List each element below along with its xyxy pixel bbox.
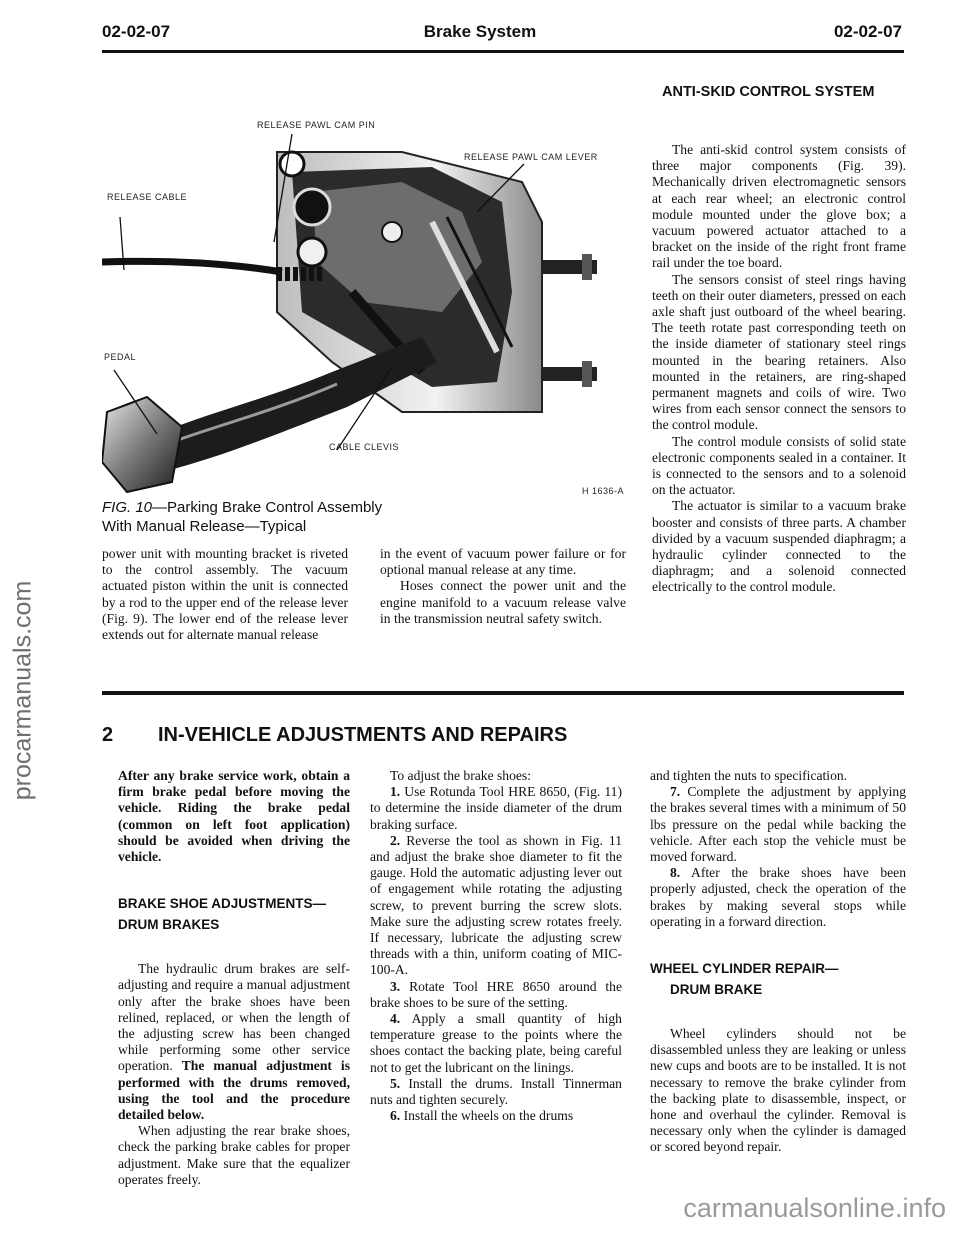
figure-code: H 1636-A [582, 486, 625, 496]
footer-watermark: carmanualsonline.info [683, 1193, 946, 1223]
paragraph: The anti-skid control system consists of three major components (Fig. 39). Mechanically driven electromagnetic sensors at each rear wheel; an electronic control module mounted under the glove box; a vacuum powered actuator attached to a bracket on the inside of the right front frame rail under the toe board. [652, 142, 906, 271]
step-8: 8. After the brake shoes have been properly adjusted, check the operation of the brakes by making several stops while operating in a forward direction. [650, 865, 906, 929]
step-6: 6. Install the wheels on the drums [390, 1108, 574, 1124]
paragraph: in the event of vacuum power failure or for optional manual release at any time. [380, 546, 626, 578]
label-release-cable: RELEASE CABLE [107, 192, 188, 202]
step-1: 1. Use Rotunda Tool HRE 8650, (Fig. 11) to determine the inside diameter of the drum braking surface. [370, 784, 622, 832]
parking-brake-illustration [102, 112, 642, 497]
subheading-brake-shoe-adjustments: BRAKE SHOE ADJUSTMENTS— DRUM BRAKES [118, 896, 327, 933]
step-3: 3. Rotate Tool HRE 8650 around the brake shoes to be sure of the setting. [370, 978, 623, 1010]
paragraph: power unit with mounting bracket is riveted to the control assembly. The vacuum actuated piston within the unit is connected by a rod to the upper end of the release lever (Fig. 9). The lower end of the release lever extends out for alternate manual release [102, 546, 348, 643]
figure-10 [102, 112, 642, 497]
section-number: 2 [102, 724, 114, 746]
step-7: 7. Complete the adjustment by applying the brakes several times with a minimum of 50 lbs pressure on the pedal while backing the vehicle. After each stop the vehicle must be moved forward. [650, 784, 906, 865]
section-title: IN-VEHICLE ADJUSTMENTS AND REPAIRS [158, 724, 568, 746]
label-pedal: PEDAL [104, 352, 137, 362]
figure-caption: FIG. 10—Parking Brake Control Assembly With Manual Release—Typical [102, 499, 383, 535]
text-column-2 [370, 768, 622, 1124]
paragraph: The control module consists of solid state electronic components sealed in a container. It is connected to the sensors and to a solenoid on the actuator. [652, 433, 906, 498]
subheading-wheel-cylinder-repair: WHEEL CYLINDER REPAIR— DRUM BRAKE [650, 961, 839, 998]
anti-skid-text [652, 142, 906, 596]
label-release-pawl-cam-lever: RELEASE PAWL CAM LEVER [464, 152, 598, 162]
header-page-number-left: 02-02-07 [102, 22, 171, 41]
paragraph: The actuator is similar to a vacuum brake booster and consists of three parts. A chamber divided by a vacuum suspended diaphragm; a hydraulic cylinder connected to the diaphragm; and a solenoid connected electrically to the control module. [652, 498, 906, 595]
step-2: 2. Reverse the tool as shown in Fig. 11 and adjust the brake shoe diameter to fit the gauge. Hold the automatic adjusting lever out of engagement while rotating the adjusting screw, to prevent burring the screw slots. Make sure the adjusting screw rotates freely. If necessary, lubricate the adjusting screw threads with a thin, uniform coating of MIC-100-A. [370, 832, 622, 978]
paragraph: When adjusting the rear brake shoes, check the parking brake cables for proper adjustment. Make sure that the equalizer operates freely. [118, 1123, 350, 1187]
header-page-number-right: 02-02-07 [833, 22, 902, 41]
step-5: 5. Install the drums. Install Tinnerman nuts and tighten securely. [370, 1075, 622, 1108]
text-column-top-left [102, 546, 348, 643]
paragraph: and tighten the nuts to specification. [650, 768, 848, 783]
label-cable-clevis: CABLE CLEVIS [329, 442, 400, 452]
intro-warning: After any brake service work, obtain a firm brake pedal before moving the vehicle. Riding the brake pedal (common on left foot application) should be avoided when driving the vehicle. [118, 768, 350, 865]
step-4: 4. Apply a small quantity of high temperature grease to the points where the shoes contact the backing plate, being careful not to get the lubricant on the linings. [370, 1011, 622, 1075]
header-title: Brake System [423, 22, 537, 41]
label-release-pawl-cam-pin: RELEASE PAWL CAM PIN [257, 120, 376, 130]
side-watermark: procarmanuals.com [8, 580, 37, 800]
section-rule [102, 691, 904, 695]
anti-skid-heading: ANTI-SKID CONTROL SYSTEM [662, 84, 875, 100]
paragraph: The hydraulic drum brakes are self-adjusting and require a manual adjustment only after the brake shoes have been relined, replaced, or when the length of the adjusting screw has been changed while performing some other service operation. The manual adjustment is performed with the drums removed, using the tool and the procedure detailed below. [118, 961, 350, 1123]
paragraph: Wheel cylinders should not be disassembled unless they are leaking or unless new cups and boots are to be installed. It is not necessary to remove the brake cylinder from the backing plate to disassemble, inspect, or hone and overhaul the cylinder. Removal is necessary only when the cylinder is damaged or scored beyond repair. [650, 1026, 906, 1155]
text-column-1 [118, 768, 350, 1188]
paragraph: Hoses connect the power unit and the engine manifold to a vacuum release valve in the transmission neutral safety switch. [380, 578, 626, 626]
paragraph: The sensors consist of steel rings having teeth on their outer diameters, pressed on each axle shaft just outboard of the wheel bearing. The teeth rotate past corresponding teeth on the inside diameter of stationary steel rings mounted in the bearing retainers. Also mounted in the retainers, are ring-shaped permanent magnets and coils of wire. Two wires from each sensor connect the sensors to the control module. [652, 271, 906, 433]
text-column-top-middle [380, 546, 626, 627]
header-rule [102, 50, 904, 53]
paragraph: To adjust the brake shoes: [390, 768, 531, 783]
text-column-3 [650, 768, 906, 1156]
